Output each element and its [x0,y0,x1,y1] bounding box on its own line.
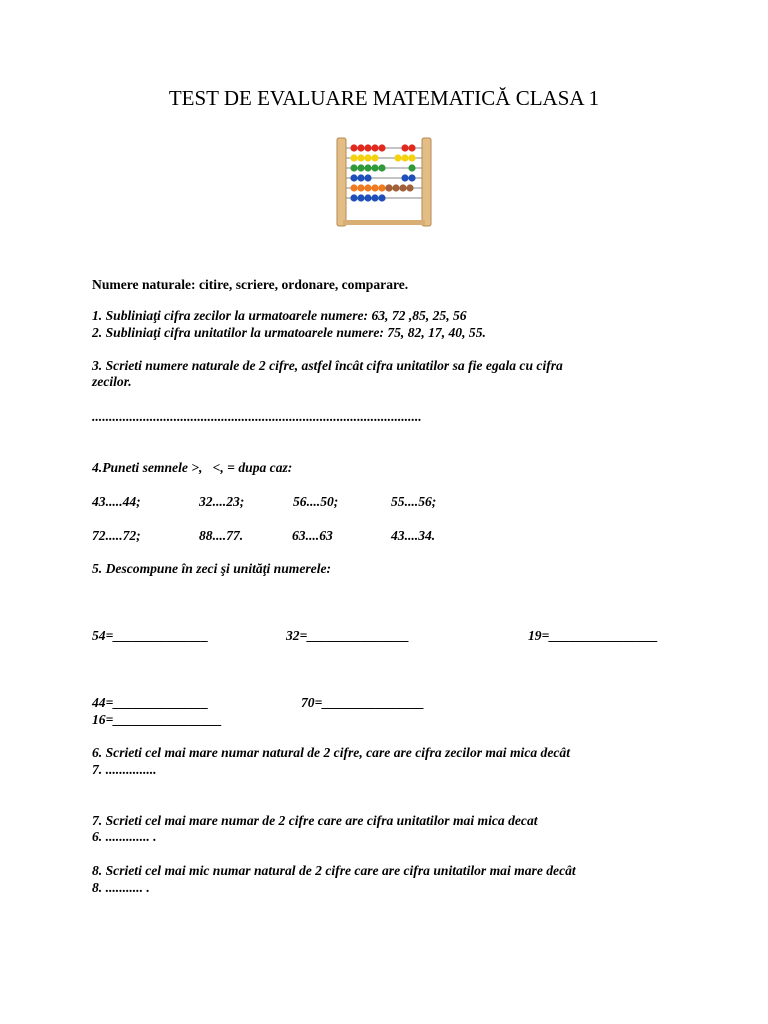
question-3-line-2: zecilor. [92,374,132,389]
question-3-answer-line: ................................................................................................. [92,409,422,424]
question-5-prompt: 5. Descompune în zeci şi unităţi numerele: [92,561,332,576]
decompose-item: 19=________________ [528,628,659,643]
question-7-answer: 6. ............. . [92,829,157,844]
question-6: 6. Scrieti cel mai mare numar natural de 2 cifre, care are cifra zecilor mai mica decât [92,745,570,760]
decompose-item: 70=_______________ [301,695,425,710]
section-heading: Numere naturale: citire, scriere, ordonare, comparare. [92,277,409,292]
decompose-item: 54=______________ [92,628,209,643]
comparison-item: 32....23; [199,494,245,509]
question-8: 8. Scrieti cel mai mic numar natural de 2 cifre care are cifra unitatilor mai mare decât [92,863,576,878]
comparison-item: 55....56; [391,494,437,509]
question-4-prompt: 4.Puneti semnele >, <, = dupa caz: [92,460,293,475]
comparison-item: 43.....44; [92,494,141,509]
question-7: 7. Scrieti cel mai mare numar de 2 cifre care are cifra unitatilor mai mica decat [92,813,538,828]
page-title: TEST DE EVALUARE MATEMATICĂ CLASA 1 [168,86,600,110]
decompose-item: 32=_______________ [286,628,410,643]
question-3-line-1: 3. Scrieti numere naturale de 2 cifre, astfel încât cifra unitatilor sa fie egala cu cifra [92,358,563,373]
comparison-item: 56....50; [293,494,339,509]
comparison-item: 88....77. [199,528,244,543]
abacus-icon [335,136,433,228]
question-2: 2. Subliniaţi cifra unitatilor la urmatoarele numere: 75, 82, 17, 40, 55. [92,325,486,340]
question-8-answer: 8. ........... . [92,880,150,895]
comparison-item: 43....34. [391,528,436,543]
decompose-item: 16=________________ [92,712,223,727]
comparison-item: 63....63 [292,528,333,543]
decompose-item: 44=______________ [92,695,209,710]
question-1: 1. Subliniaţi cifra zecilor la urmatoarele numere: 63, 72 ,85, 25, 56 [92,308,467,323]
question-6-answer: 7. ............... [92,762,157,777]
comparison-item: 72.....72; [92,528,141,543]
